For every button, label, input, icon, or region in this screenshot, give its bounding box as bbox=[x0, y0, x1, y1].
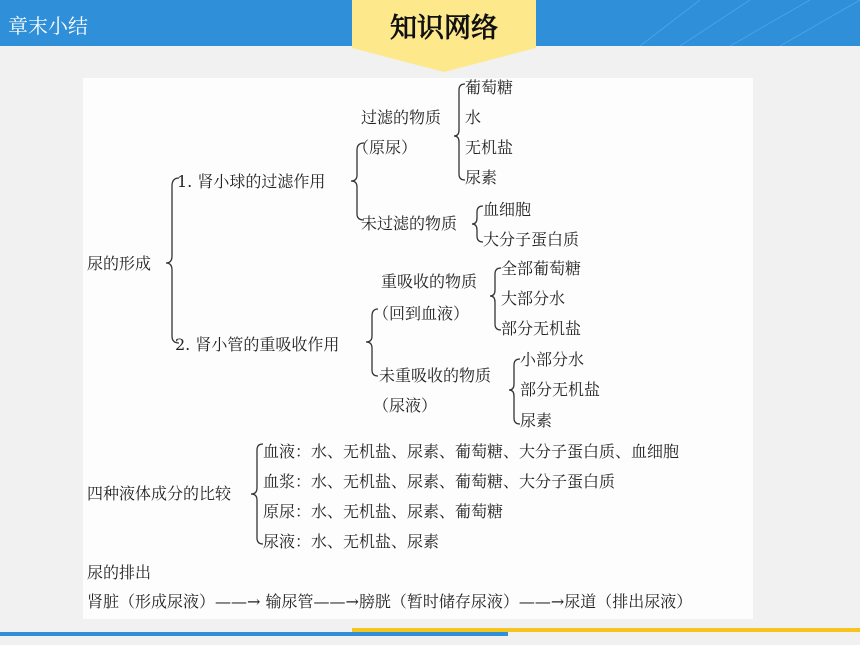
root-urine-excretion: 尿的排出 bbox=[87, 563, 152, 582]
not-reabsorbed-item: 尿素 bbox=[520, 411, 553, 430]
filtered-substances-paren: （原尿） bbox=[353, 138, 418, 157]
footer-accent-blue bbox=[0, 632, 508, 636]
excretion-pathway: 肾脏（形成尿液）——→ 输尿管——→膀胱（暂时储存尿液）——→尿道（排出尿液） bbox=[87, 592, 693, 611]
branch-glomerulus-filtration: 1. 肾小球的过滤作用 bbox=[177, 172, 326, 191]
section-banner bbox=[352, 0, 536, 72]
unfiltered-item: 大分子蛋白质 bbox=[483, 230, 580, 249]
compare-item-primary-urine: 原尿：水、无机盐、尿素、葡萄糖 bbox=[263, 502, 504, 521]
reabsorbed-substances-label: 重吸收的物质 bbox=[381, 272, 478, 291]
filtered-item: 尿素 bbox=[465, 168, 498, 187]
reabsorbed-item: 大部分水 bbox=[501, 289, 566, 308]
knowledge-map bbox=[83, 78, 753, 619]
filtered-item: 水 bbox=[465, 108, 482, 127]
root-fluid-comparison: 四种液体成分的比较 bbox=[87, 484, 232, 503]
header-title: 章末小结 bbox=[8, 14, 88, 38]
banner-title: 知识网络 bbox=[390, 13, 498, 44]
decorative-lines-icon bbox=[640, 0, 860, 46]
not-reabsorbed-paren: （尿液） bbox=[373, 396, 438, 415]
compare-item-urine: 尿液：水、无机盐、尿素 bbox=[263, 532, 440, 551]
not-reabsorbed-label: 未重吸收的物质 bbox=[379, 366, 492, 385]
not-reabsorbed-item: 小部分水 bbox=[520, 350, 585, 369]
filtered-substances-label: 过滤的物质 bbox=[361, 108, 442, 127]
filtered-item: 葡萄糖 bbox=[465, 78, 514, 97]
compare-item-plasma: 血浆：水、无机盐、尿素、葡萄糖、大分子蛋白质 bbox=[263, 472, 616, 491]
not-reabsorbed-item: 部分无机盐 bbox=[520, 380, 601, 399]
reabsorbed-item: 部分无机盐 bbox=[501, 319, 582, 338]
unfiltered-item: 血细胞 bbox=[483, 200, 532, 219]
compare-item-blood: 血液：水、无机盐、尿素、葡萄糖、大分子蛋白质、血细胞 bbox=[263, 442, 680, 461]
reabsorbed-item: 全部葡萄糖 bbox=[501, 259, 582, 278]
unfiltered-substances-label: 未过滤的物质 bbox=[361, 214, 458, 233]
branch-tubule-reabsorption: 2. 肾小管的重吸收作用 bbox=[175, 335, 340, 354]
reabsorbed-substances-paren: （回到血液） bbox=[373, 304, 470, 323]
filtered-item: 无机盐 bbox=[465, 138, 514, 157]
root-urine-formation: 尿的形成 bbox=[87, 254, 152, 273]
